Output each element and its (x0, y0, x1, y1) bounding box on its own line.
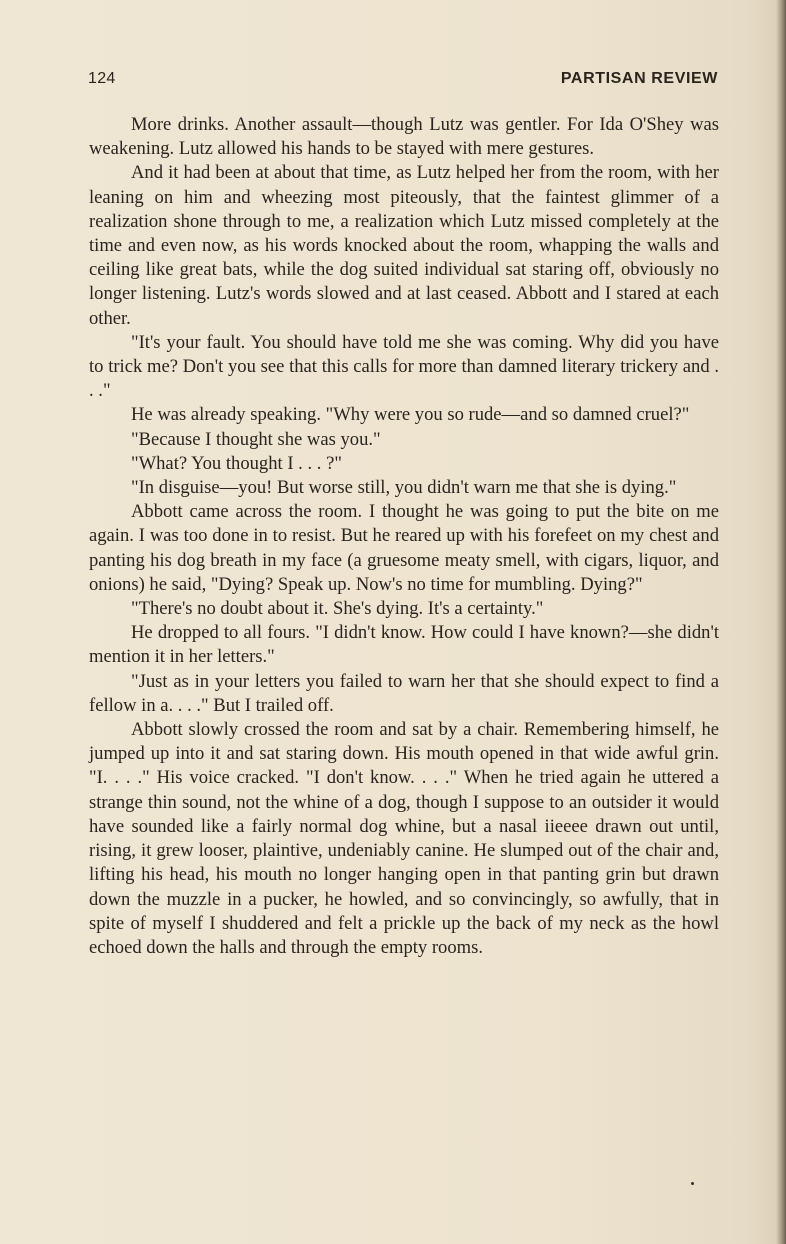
page-edge-shadow (776, 0, 786, 1244)
paragraph: "In disguise—you! But worse still, you didn't warn me that she is dying." (131, 477, 677, 499)
paragraph: More drinks. Another assault—though Lutz was gentler. For Ida O'Shey was weakening. Lutz allowed his hands to be stayed with mere gestures. (89, 114, 719, 160)
paragraph: "Because I thought she was you." (131, 428, 381, 450)
paragraph: He dropped to all fours. "I didn't know. How could I have known?—she didn't mention it in her letters." (89, 622, 719, 668)
paragraph: Abbott came across the room. I thought he was going to put the bite on me again. I was too done in to resist. But he reared up with his forefeet on my chest and panting his dog breath in my face (a gruesome meaty smell, with cigars, liquor, and onions) he said, "Dying? Speak up. Now's no time for mumbling. Dying?" (89, 501, 719, 595)
paragraph: Abbott slowly crossed the room and sat by a chair. Remembering himself, he jumped up into it and sat staring down. His mouth opened in that wide awful grin. "I. . . ." His voice cracked. "I don't know. . . ." When he tried again he uttered a strange thin sound, not the whine of a dog, though I suppose to an outsider it would have sounded like a fairly normal dog whine, but a nasal iieeee drawn out until, rising, it grew looser, plaintive, undeniably canine. He slumped out of the chair and, lifting his head, his mouth no longer hanging open in that panting grin but drawn down the muzzle in a pucker, he howled, and so convincingly, so awfully, that in spite of myself I shuddered and felt a prickle up the back of my neck as the howl echoed down the halls and through the empty rooms. (89, 719, 719, 958)
paragraph: "What? You thought I . . . ?" (131, 452, 342, 474)
paragraph: And it had been at about that time, as Lutz helped her from the room, with her leaning on him and wheezing most piteously, that the faintest glimmer of a realization shone through to me, a realization which Lutz missed completely at the time and even now, as his words knocked about the room, whapping the walls and ceiling like great bats, while the dog suited individual sat staring off, obviously no longer listening. Lutz's words slowed and at last ceased. Abbott and I stared at each other. (89, 162, 719, 329)
paragraph: "Just as in your letters you failed to warn her that she should expect to find a fellow in a. . . ." But I trailed off. (89, 670, 719, 716)
paragraph: "It's your fault. You should have told me she was coming. Why did you have to trick me? Don't you see that this calls for more than damned literary trickery and . . ." (89, 331, 719, 402)
ink-speck (691, 1182, 694, 1185)
page-header (88, 70, 718, 94)
page-number: 124 (88, 70, 116, 87)
paragraph: "There's no doubt about it. She's dying. It's a certainty." (131, 598, 544, 620)
paragraph: He was already speaking. "Why were you so rude—and so damned cruel?" (131, 404, 690, 426)
body-text (89, 113, 719, 960)
running-head: PARTISAN REVIEW (560, 70, 718, 87)
